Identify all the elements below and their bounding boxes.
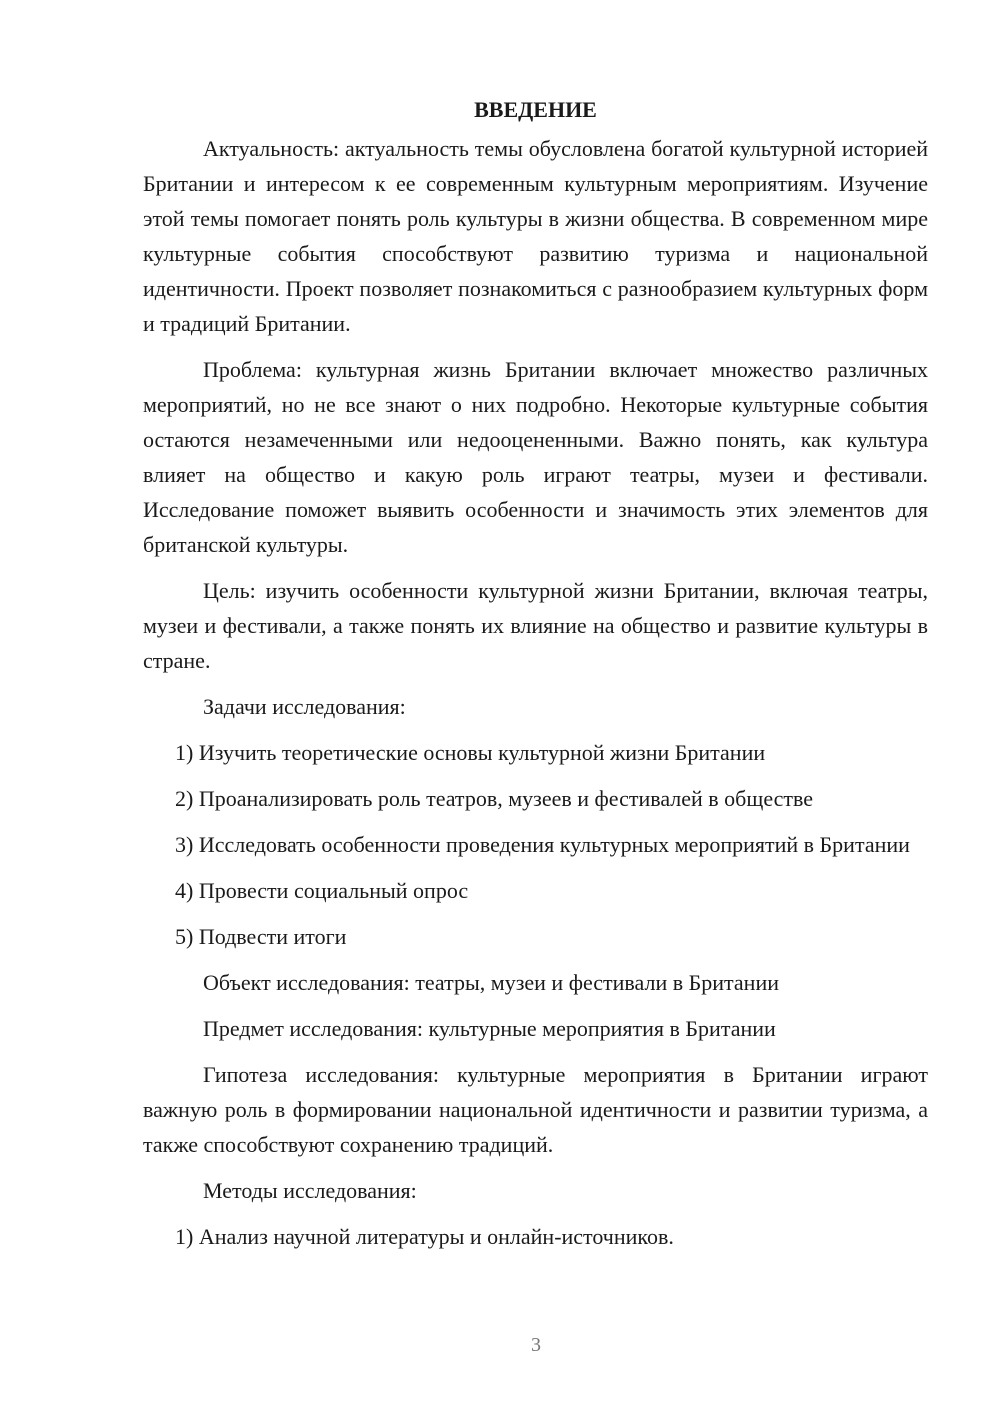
page-content: [143, 93, 928, 1254]
task-item-2: 2) Проанализировать роль театров, музеев и фестивалей в обществе: [175, 786, 814, 811]
task-item-5: 5) Подвести итоги: [175, 924, 347, 949]
paragraph-problem: Проблема: культурная жизнь Британии включает множество различных мероприятий, но не все знают о них подробно. Некоторые культурные события остаются незамеченными или недооцененными. Важно понять, как культура влияет на общество и какую роль играют театры, музеи и фестивали. Исследование поможет выявить особенности и значимость этих элементов для британской культуры.: [143, 357, 928, 557]
tasks-heading: Задачи исследования:: [203, 694, 406, 719]
paragraph-subject: Предмет исследования: культурные мероприятия в Британии: [203, 1016, 776, 1041]
methods-heading: Методы исследования:: [203, 1178, 417, 1203]
paragraph-hypothesis: Гипотеза исследования: культурные мероприятия в Британии играют важную роль в формировании национальной идентичности и развитии туризма, а также способствуют сохранению традиций.: [143, 1062, 928, 1157]
paragraph-relevance: Актуальность: актуальность темы обусловлена богатой культурной историей Британии и интересом к ее современным культурным мероприятиям. Изучение этой темы помогает понять роль культуры в жизни общества. В современном мире культурные события способствуют развитию туризма и национальной идентичности. Проект позволяет познакомиться с разнообразием культурных форм и традиций Британии.: [143, 136, 928, 336]
paragraph-goal: Цель: изучить особенности культурной жизни Британии, включая театры, музеи и фестивали, а также понять их влияние на общество и развитие культуры в стране.: [143, 578, 928, 673]
task-item-1: 1) Изучить теоретические основы культурной жизни Британии: [175, 740, 766, 765]
page-title: ВВЕДЕНИЕ: [474, 97, 597, 122]
method-item-1: 1) Анализ научной литературы и онлайн-источников.: [175, 1224, 674, 1249]
page-number: 3: [531, 1334, 541, 1356]
paragraph-object: Объект исследования: театры, музеи и фестивали в Британии: [203, 970, 779, 995]
task-item-3: 3) Исследовать особенности проведения культурных мероприятий в Британии: [175, 832, 910, 857]
task-item-4: 4) Провести социальный опрос: [175, 878, 469, 903]
